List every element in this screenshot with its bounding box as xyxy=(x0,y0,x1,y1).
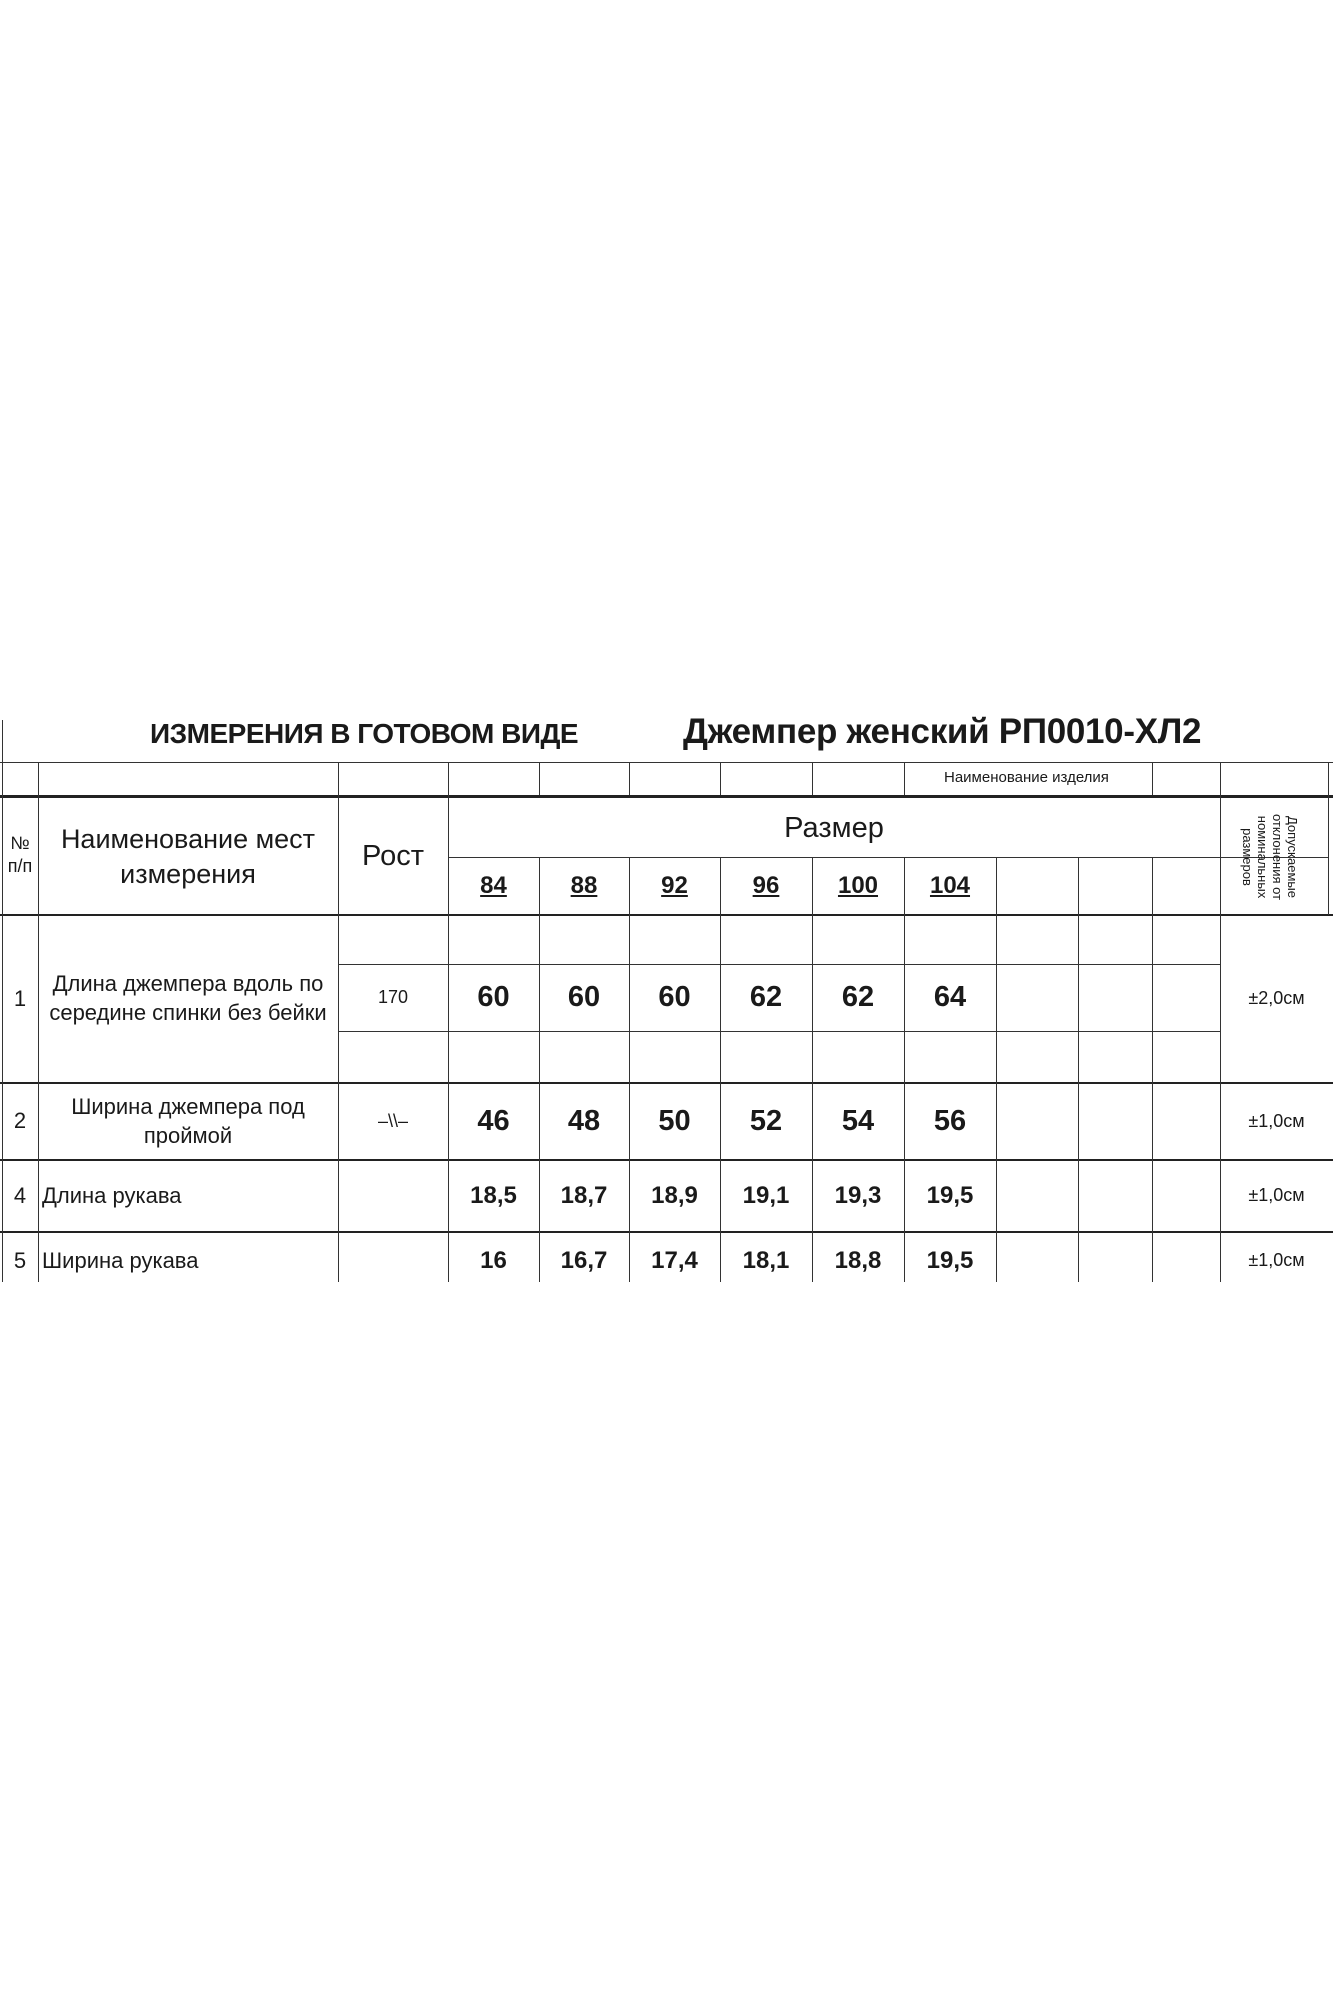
row-name: Ширина рукава xyxy=(42,1247,199,1273)
row-value: 60 xyxy=(658,980,691,1013)
row-number: 2 xyxy=(13,1108,27,1134)
header-tolerance: Допускаемые отклонения от номинальных размеров xyxy=(1240,813,1300,901)
header-number: № п/п xyxy=(7,832,33,876)
row-value: 17,4 xyxy=(651,1247,698,1275)
row-value: 18,7 xyxy=(560,1182,608,1210)
size-84: 84 xyxy=(480,872,507,900)
row-value: 19,5 xyxy=(926,1182,974,1210)
row-value: 60 xyxy=(477,980,510,1013)
row-value: 16,7 xyxy=(560,1247,608,1275)
row-number: 5 xyxy=(13,1247,27,1273)
size-96: 96 xyxy=(752,872,780,900)
header-measurement-name: Наименование мест измерения xyxy=(60,823,316,889)
row-number: 1 xyxy=(13,985,27,1011)
row-value: 52 xyxy=(749,1104,783,1137)
row-tolerance: ±2,0см xyxy=(1248,988,1305,1009)
row-rost: –\\– xyxy=(377,1110,409,1131)
row-value: 16 xyxy=(480,1247,507,1275)
row-value: 19,5 xyxy=(926,1247,974,1275)
row-value: 50 xyxy=(658,1104,691,1137)
row-value: 19,3 xyxy=(834,1182,882,1210)
row-number: 4 xyxy=(13,1182,27,1208)
row-name: Длина рукава xyxy=(42,1182,182,1208)
row-rost xyxy=(338,1161,448,1231)
row-value: 48 xyxy=(567,1104,601,1137)
header-rost: Рост xyxy=(362,840,424,873)
row-value: 56 xyxy=(933,1104,967,1137)
row-value: 62 xyxy=(749,980,783,1013)
row-value: 62 xyxy=(841,980,875,1013)
size-100: 100 xyxy=(837,872,879,900)
row-value: 19,1 xyxy=(742,1182,790,1210)
size-92: 92 xyxy=(661,872,688,900)
row-value: 18,5 xyxy=(470,1182,517,1210)
row-tolerance: ±1,0см xyxy=(1248,1110,1305,1131)
row-value: 18,1 xyxy=(742,1247,790,1275)
document-title: ИЗМЕРЕНИЯ В ГОТОВОМ ВИДЕ xyxy=(150,718,579,749)
row-value: 18,9 xyxy=(651,1182,698,1210)
row-value: 46 xyxy=(477,1104,510,1137)
row-value: 60 xyxy=(567,980,601,1013)
row-tolerance: ±1,0см xyxy=(1248,1185,1305,1206)
row-value: 54 xyxy=(841,1104,875,1137)
row-tolerance: ±1,0см xyxy=(1248,1250,1305,1271)
row-name: Длина джемпера вдоль по середине спинки без бейки xyxy=(49,971,327,1025)
product-caption: Наименование изделия xyxy=(944,769,1109,786)
row-rost: 170 xyxy=(377,986,409,1007)
row-value: 18,8 xyxy=(834,1247,882,1275)
header-size: Размер xyxy=(784,811,884,844)
row-value: 64 xyxy=(933,980,967,1013)
row-rost xyxy=(338,1233,448,1289)
size-88: 88 xyxy=(570,872,598,900)
size-104: 104 xyxy=(929,872,971,900)
product-name: Джемпер женский РП0010-ХЛ2 xyxy=(683,712,1202,751)
row-name: Ширина джемпера под проймой xyxy=(71,1093,305,1148)
